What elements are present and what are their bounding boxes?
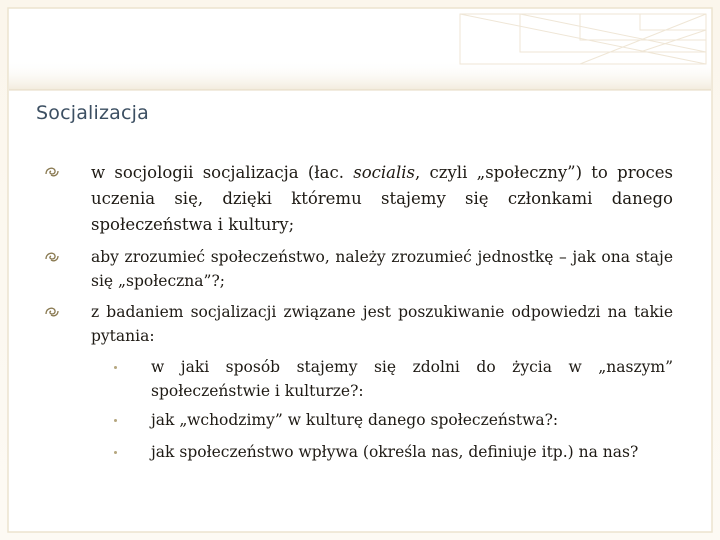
sub-bullet-dot-icon <box>114 451 117 454</box>
slide-title: Socjalizacja <box>36 102 149 124</box>
sub-bullet-dot-icon <box>114 419 117 422</box>
scroll-curl-icon <box>43 163 61 181</box>
bullet-text-pre: w socjologii socjalizacja (łac. <box>91 163 354 182</box>
sub-bullet-text: jak „wchodzimy” w kulturę danego społeczeństwa?: <box>151 411 559 429</box>
bullet-text: aby zrozumieć społeczeństwo, należy zrozumieć jednostkę – jak ona staje się „społeczna”?; <box>91 248 673 290</box>
bullet-text-post: , czyli „społeczny”) to proces uczenia się, dzięki któremu stajemy się członkami danego społeczeństwa i kultury; <box>91 163 674 234</box>
bullet-item <box>91 245 673 293</box>
bullet-text-italic: socialis <box>353 163 416 182</box>
sub-bullet-item <box>151 440 673 464</box>
sub-bullet-item <box>151 408 673 432</box>
scroll-curl-icon <box>43 248 61 266</box>
sub-bullet-item <box>151 355 673 403</box>
sub-bullet-text: w jaki sposób stajemy się zdolni do życia w „naszym” społeczeństwie i kulturze?: <box>151 358 673 400</box>
bullet-text: z badaniem socjalizacji związane jest poszukiwanie odpowiedzi na takie pytania: <box>91 303 673 345</box>
scroll-curl-icon <box>43 303 61 321</box>
bullet-item <box>91 300 673 348</box>
bullet-item <box>91 160 673 238</box>
sub-bullet-text: jak społeczeństwo wpływa (określa nas, definiuje itp.) na nas? <box>151 443 639 461</box>
sub-bullet-dot-icon <box>114 366 117 369</box>
